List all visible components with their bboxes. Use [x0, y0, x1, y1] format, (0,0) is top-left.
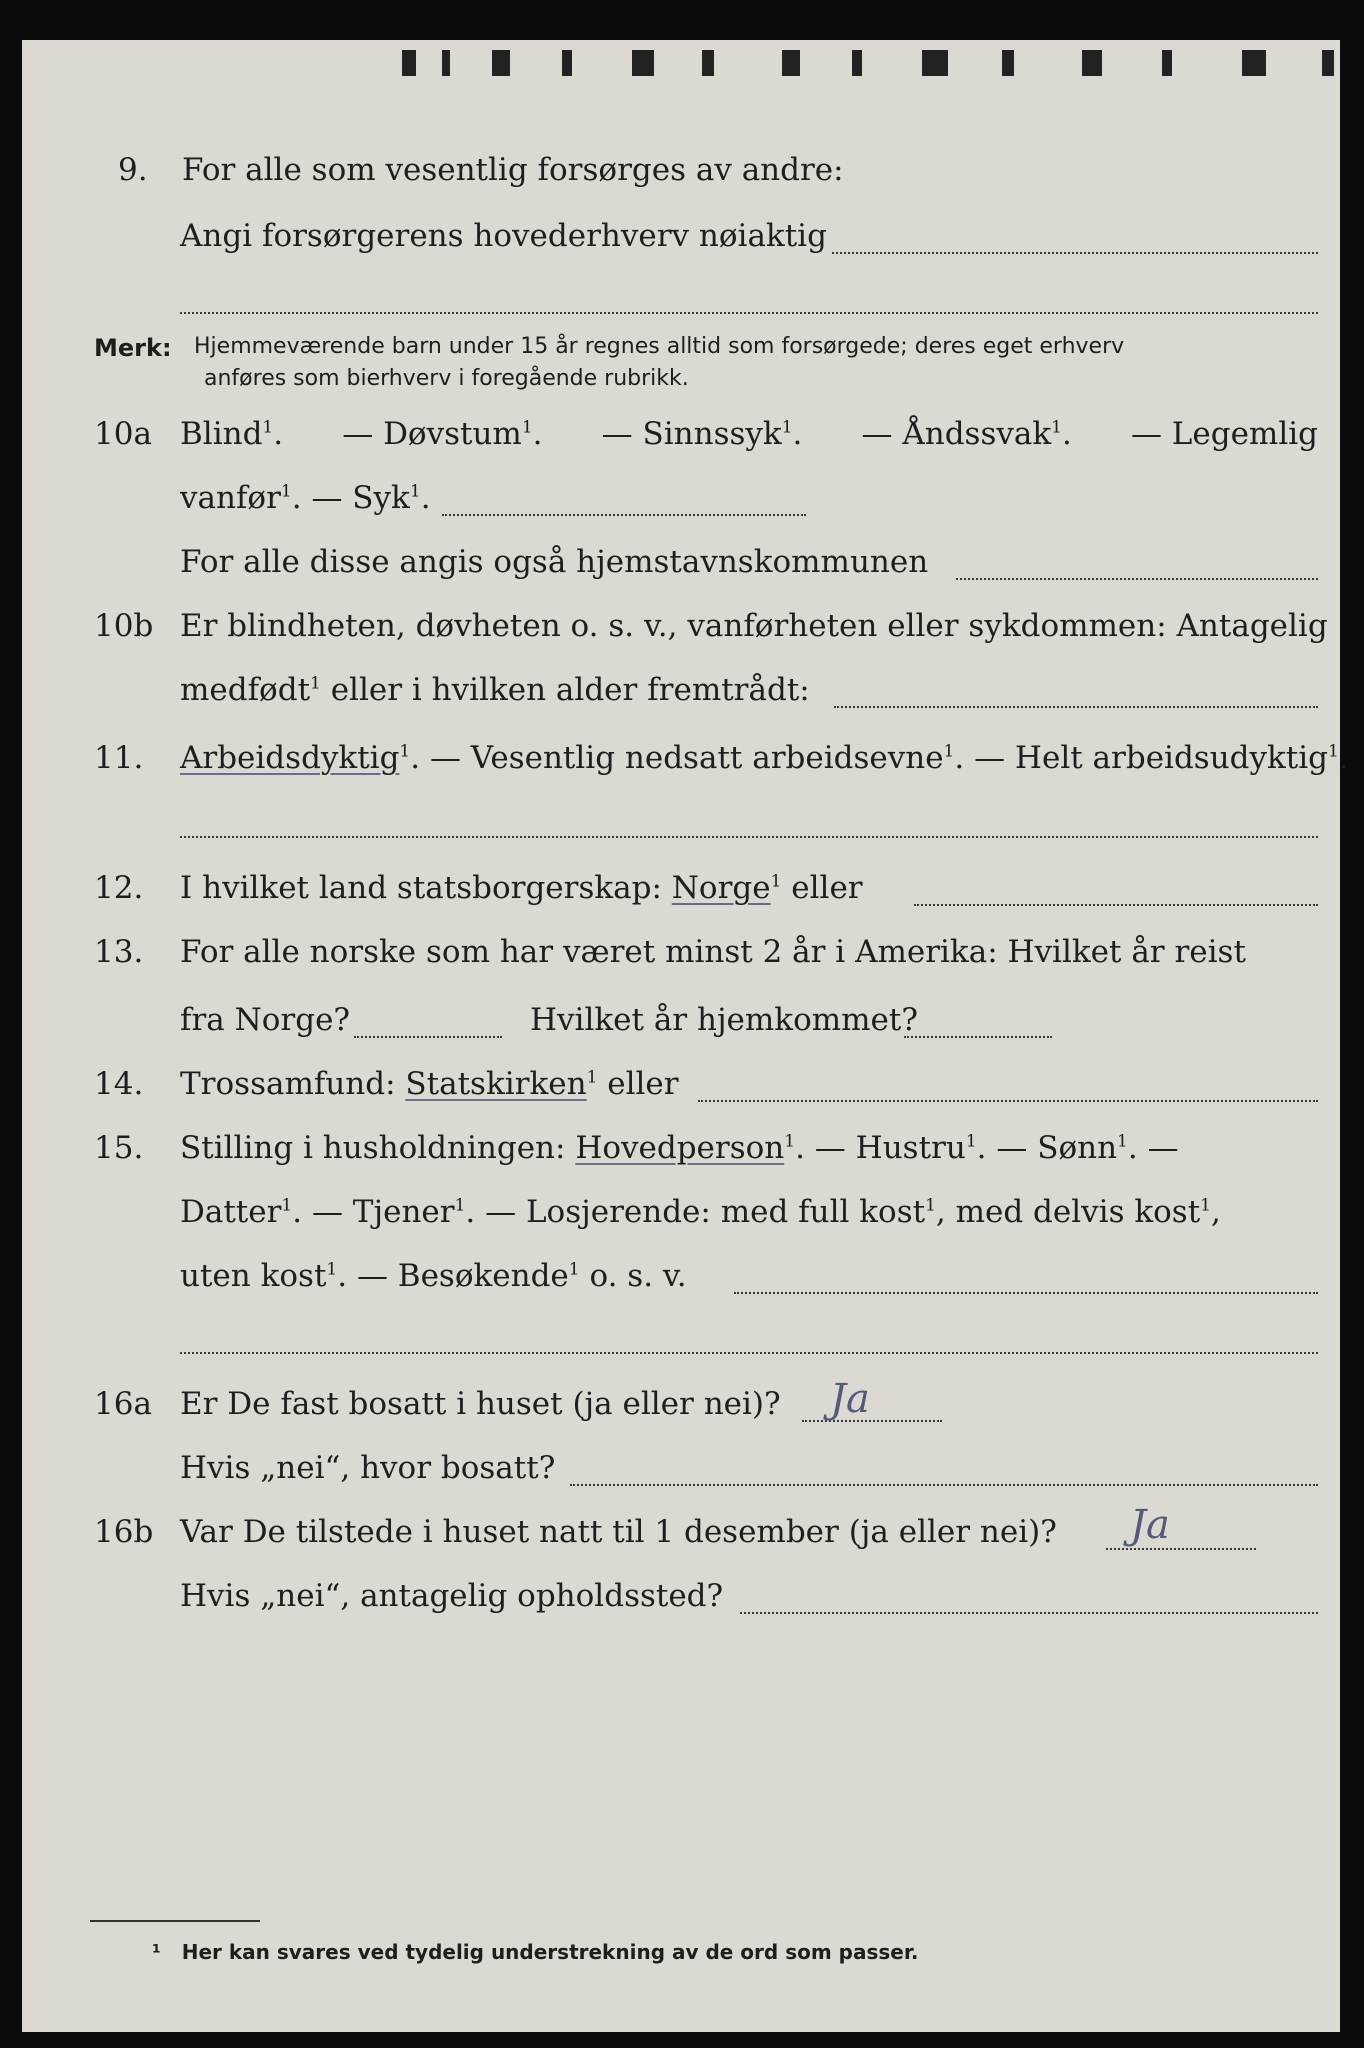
footnote-divider	[90, 1920, 260, 1922]
answer-line[interactable]	[802, 1420, 942, 1422]
question-number: 12.	[94, 870, 144, 906]
question-text: For alle norske som har været minst 2 år i Amerika: Hvilket år reist	[180, 934, 1246, 970]
question-number: 13.	[94, 934, 144, 970]
question-10a-row-1	[22, 416, 1340, 476]
note-label: Merk:	[94, 334, 172, 362]
answer-line[interactable]	[832, 252, 1318, 254]
question-10b-row-2	[22, 672, 1340, 732]
answer-line[interactable]	[904, 1036, 1052, 1038]
handwritten-answer: Ja	[830, 1376, 870, 1422]
option: — Døvstum$^1$.	[342, 416, 543, 452]
option-list: uten kost$^1$. — Besøkende$^1$ o. s. v.	[180, 1258, 687, 1294]
option[interactable]: — Legemlig	[1130, 416, 1318, 452]
answer-line[interactable]	[740, 1612, 1318, 1614]
question-number: 9.	[118, 152, 148, 188]
question-16a-row-2	[22, 1450, 1340, 1510]
question-number: 10b	[94, 608, 154, 644]
option-selected[interactable]: Hovedperson	[575, 1130, 785, 1166]
question-text: For alle disse angis også hjemstavnskommunen	[180, 544, 929, 580]
option-list: Arbeidsdyktig$^1$. — Vesentlig nedsatt arbeidsevne$^1$. — Helt arbeidsudyktig$^1$.	[180, 740, 1349, 776]
note-text: Hjemmeværende barn under 15 år regnes alltid som forsørgede; deres eget erhverv	[194, 334, 1125, 359]
question-11-row-1	[22, 740, 1349, 800]
question-number: 11.	[94, 740, 144, 776]
question-13-row-2	[22, 1002, 1340, 1062]
question-text: Hvilket år hjemkommet?	[530, 1002, 918, 1038]
answer-line[interactable]	[956, 578, 1318, 580]
answer-line[interactable]	[354, 1036, 502, 1038]
question-16b-row-1	[22, 1502, 1340, 1574]
footnote	[152, 1940, 918, 1964]
question-number: 16b	[94, 1514, 154, 1550]
note-text: anføres som bierhverv i foregående rubrikk.	[204, 366, 689, 391]
answer-line[interactable]	[734, 1292, 1318, 1294]
question-10a-row-3	[22, 544, 1340, 604]
option: — Åndssvak$^1$.	[861, 416, 1072, 452]
footnote-text: Her kan svares ved tydelig understrekning av de ord som passer.	[181, 1940, 919, 1964]
question-text: Hvis „nei“, hvor bosatt?	[180, 1450, 556, 1486]
answer-line[interactable]	[834, 706, 1318, 708]
question-9-row-1	[22, 152, 1340, 212]
question-10b-row-1	[22, 608, 1340, 668]
question-text: For alle som vesentlig forsørges av andre:	[182, 152, 844, 188]
handwritten-answer: Ja	[1130, 1502, 1170, 1548]
question-text: Angi forsørgerens hovederhverv nøiaktig	[180, 218, 827, 254]
option-selected[interactable]: Arbeidsdyktig	[180, 740, 400, 776]
question-9-row-2	[22, 218, 1340, 278]
question-number: 14.	[94, 1066, 144, 1102]
question-15-row-3	[22, 1258, 1340, 1318]
question-text: Hvis „nei“, antagelig opholdssted?	[180, 1578, 724, 1614]
question-text: Trossamfund: Statskirken$^1$ eller	[180, 1066, 679, 1102]
option-selected[interactable]: Statskirken	[405, 1066, 587, 1102]
question-16b-row-2	[22, 1578, 1340, 1638]
option-list: Stilling i husholdningen: Hovedperson$^1$. — Hustru$^1$. — Sønn$^1$. —	[180, 1130, 1179, 1166]
question-number: 16a	[94, 1386, 152, 1422]
answer-line[interactable]	[180, 836, 1318, 838]
torn-top-edge	[402, 50, 1362, 76]
question-text: fra Norge?	[180, 1002, 351, 1038]
answer-line[interactable]	[442, 514, 806, 516]
question-text: Er De fast bosatt i huset (ja eller nei)?	[180, 1386, 781, 1422]
question-15-row-1	[22, 1130, 1340, 1190]
question-text: Er blindheten, døvheten o. s. v., vanførheten eller sykdommen: Antagelig	[180, 608, 1328, 644]
question-number: 15.	[94, 1130, 144, 1166]
answer-line[interactable]	[914, 904, 1318, 906]
note-block	[22, 330, 1340, 400]
option-list: vanfør$^1$. — Syk$^1$.	[180, 480, 431, 516]
question-13-row-1	[22, 934, 1340, 994]
census-form-page	[22, 40, 1349, 2032]
answer-line[interactable]	[180, 1352, 1318, 1354]
question-12-row	[22, 870, 1340, 930]
answer-line[interactable]	[1106, 1548, 1256, 1550]
question-15-row-2	[22, 1194, 1340, 1254]
option-list	[180, 416, 1318, 452]
option: Blind$^1$.	[180, 416, 284, 452]
question-number: 10a	[94, 416, 152, 452]
question-16a-row-1	[22, 1376, 1340, 1446]
answer-line[interactable]	[570, 1484, 1318, 1486]
option-list: Datter$^1$. — Tjener$^1$. — Losjerende: med full kost$^1$, med delvis kost$^1$,	[180, 1194, 1221, 1230]
question-text: I hvilket land statsborgerskap: Norge$^1$ eller	[180, 870, 863, 906]
question-10a-row-2	[22, 480, 1340, 540]
option-selected[interactable]: Norge	[671, 870, 771, 906]
answer-line[interactable]	[180, 312, 1318, 314]
option: — Sinnssyk$^1$.	[601, 416, 803, 452]
question-text: Var De tilstede i huset natt til 1 desember (ja eller nei)?	[180, 1514, 1057, 1550]
footnote-mark: ¹	[152, 1940, 161, 1964]
question-14-row	[22, 1066, 1340, 1126]
question-text: medfødt$^1$ eller i hvilken alder fremtrådt:	[180, 672, 810, 708]
answer-line[interactable]	[698, 1100, 1318, 1102]
